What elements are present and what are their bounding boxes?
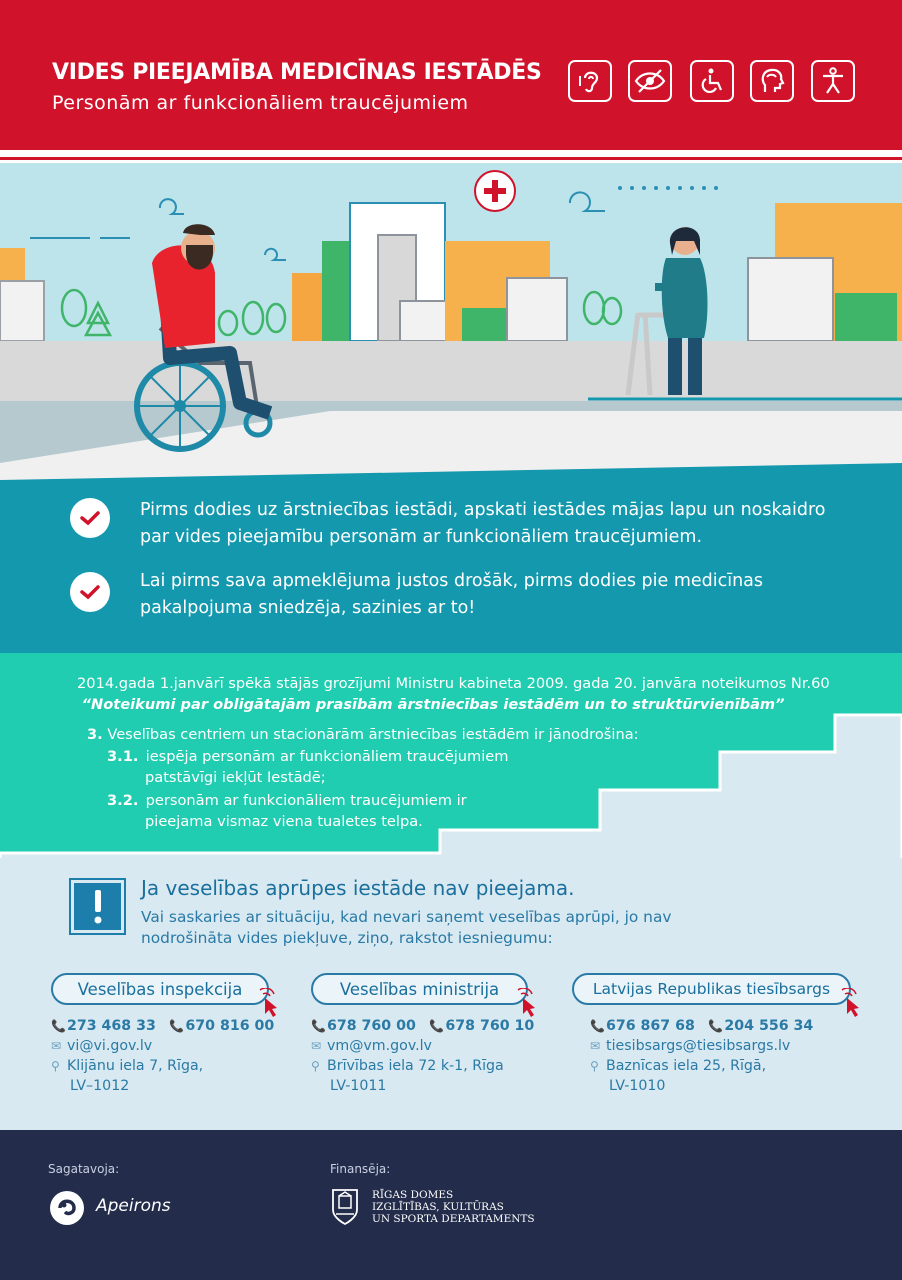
phone-icon: 📞 [169,1019,185,1033]
mail-icon: ✉ [311,1039,322,1053]
regulation-intro [77,673,867,715]
funder-line: UN SPORTA DEPARTAMENTS [372,1213,535,1225]
phone-number: 678 760 00 [327,1018,416,1034]
contact-link-tiesibsargs[interactable]: Latvijas Republikas tiesībsargs [572,973,851,1005]
apeirons-logo-icon [48,1189,86,1231]
item-text: personām ar funkcionāliem traucējumiem ir [145,792,467,809]
item-text: iespēja personām ar funkcionāliem traucējumiem [145,748,509,765]
address-line: Baznīcas iela 25, Rīgā, [606,1058,767,1074]
address-line: LV-1010 [609,1078,666,1094]
location-pin-icon: ⚲ [51,1059,60,1073]
item-number: 3. [87,726,103,743]
email-address[interactable]: tiesibsargs@tiesibsargs.lv [606,1038,791,1054]
regulation-item [107,790,467,832]
check-icon [70,498,110,538]
contact-address [590,1056,766,1096]
contact-address [311,1056,504,1096]
regulation-item [87,724,639,745]
location-pin-icon: ⚲ [590,1059,599,1073]
address-line: Klijānu iela 7, Rīga, [67,1058,204,1074]
riga-crest-icon [330,1186,360,1230]
header-divider [0,150,902,160]
eye-icon [628,60,672,102]
contact-address [51,1056,203,1096]
street-illustration [0,163,902,480]
regulation-item [107,746,508,788]
regulation-intro-text: 2014.gada 1.janvārī spēkā stājās grozījumi Ministru kabineta 2009. gada 20. janvāra noteikumos Nr.60 [77,675,830,692]
tip-text: Pirms dodies uz ārstniecības iestādi, apskati iestādes mājas lapu un noskaidro par vides pieejamību personām ar funkcionāliem traucējumiem. [140,500,826,547]
check-icon [70,572,110,612]
item-number: 3.2. [107,792,139,809]
funder-line: RĪGAS DOMES [372,1189,454,1201]
phone-number: 676 867 68 [606,1018,695,1034]
contact-link-veselibas-ministrija[interactable]: Veselības ministrija [311,973,528,1005]
warning-text: Vai saskaries ar situāciju, kad nevari saņemt veselības aprūpi, jo nav nodrošināta vides piekļuve, ziņo, rakstot iesniegumu: [141,908,672,947]
funded-label: Finansēja: [330,1162,391,1176]
prepared-label: Sagatavoja: [48,1162,120,1176]
contact-email [311,1036,432,1056]
funder-name [372,1189,535,1225]
phone-icon: 📞 [590,1019,605,1033]
address-line: LV–1012 [70,1078,130,1094]
tip-text: Lai pirms sava apmeklējuma justos drošāk, pirms dodies pie medicīnas pakalpojuma sniedzēja, sazinies ar to! [140,571,764,618]
phone-number: 678 760 10 [445,1018,535,1034]
phone-icon: 📞 [51,1019,66,1033]
mail-icon: ✉ [590,1039,601,1053]
person-icon [811,60,855,102]
phone-icon: 📞 [429,1019,445,1033]
item-number: 3.1. [107,748,139,765]
ear-icon [568,60,612,102]
item-text: patstāvīgi iekļūt Iestādē; [145,769,326,786]
funder-line: IZGLĪTĪBAS, KULTŪRAS [372,1201,504,1213]
contact-phones [590,1016,813,1036]
address-line: Brīvības iela 72 k-1, Rīga [327,1058,504,1074]
prepared-by: Apeirons [96,1196,171,1216]
click-cursor-icon [838,988,864,1022]
page-subtitle: Personām ar funkcionāliem traucējumiem [52,92,469,114]
phone-icon: 📞 [708,1019,724,1033]
page-title: VIDES PIEEJAMĪBA MEDICĪNAS IESTĀDĒS [52,60,542,85]
contact-phones [51,1016,274,1036]
phone-number: 204 556 34 [724,1018,814,1034]
email-address[interactable]: vm@vm.gov.lv [327,1038,432,1054]
address-line: LV-1011 [330,1078,387,1094]
contact-email [590,1036,790,1056]
location-pin-icon: ⚲ [311,1059,320,1073]
email-address[interactable]: vi@vi.gov.lv [67,1038,153,1054]
head-icon [750,60,794,102]
exclamation-icon [71,880,124,933]
phone-number: 670 816 00 [185,1018,275,1034]
mail-icon: ✉ [51,1039,62,1053]
item-text: Veselības centriem un stacionārām ārstniecības iestādēm ir jānodrošina: [107,726,639,743]
warning-title: Ja veselības aprūpes iestāde nav pieejama. [141,876,575,900]
regulation-title: “Noteikumi par obligātajām prasībām ārstniecības iestādēm un to struktūrvienībām” [81,696,785,713]
item-text: pieejama vismaz viena tualetes telpa. [145,813,423,830]
phone-number: 273 468 33 [67,1018,156,1034]
contact-link-veselibas-inspekcija[interactable]: Veselības inspekcija [51,973,269,1005]
contact-phones [311,1016,534,1036]
contact-email [51,1036,152,1056]
phone-icon: 📞 [311,1019,326,1033]
wheelchair-icon [690,60,734,102]
